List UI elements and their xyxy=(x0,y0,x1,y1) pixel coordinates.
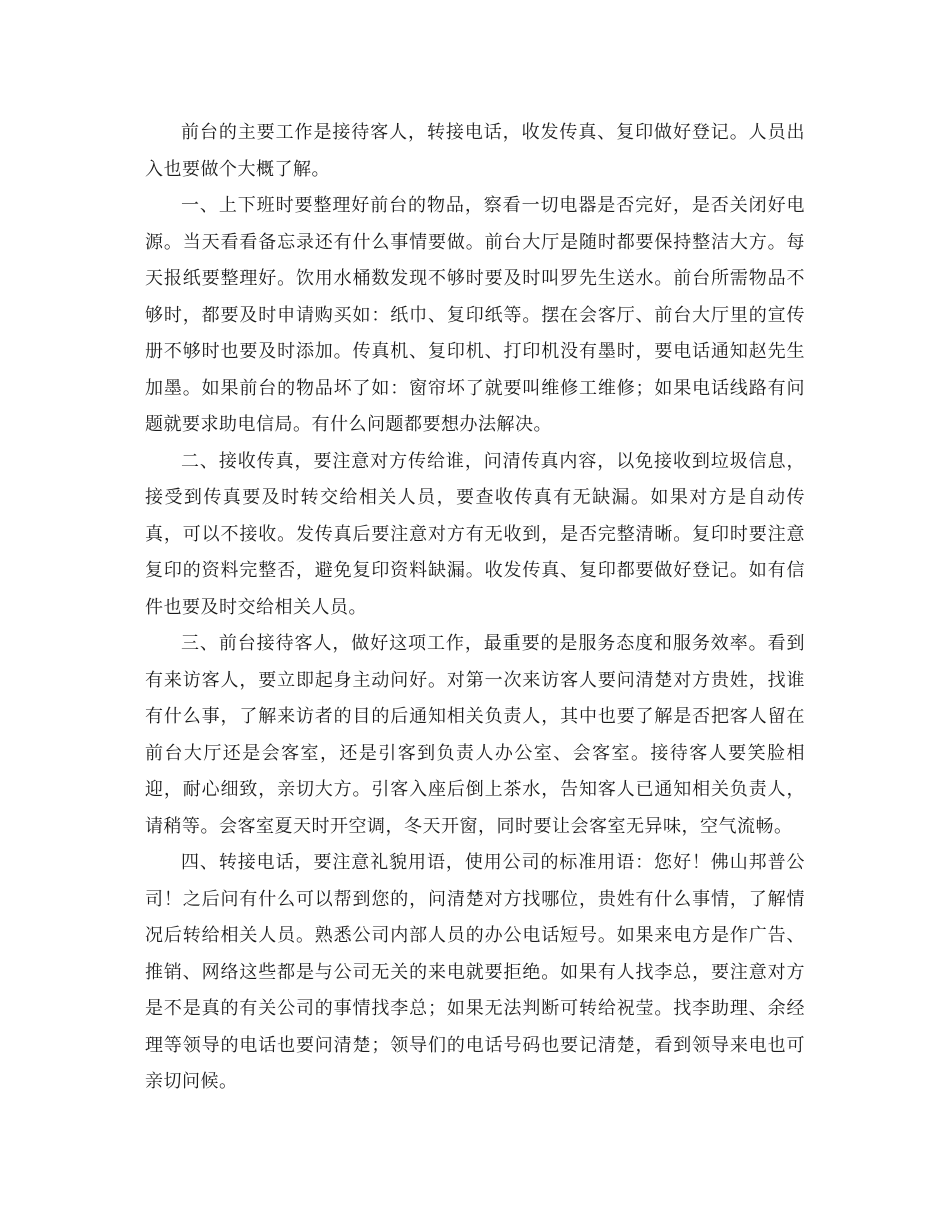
section-one-paragraph: 一、上下班时要整理好前台的物品，察看一切电器是否完好，是否关闭好电源。当天看看备忘录还有什么事情要做。前台大厅是随时都要保持整洁大方。每天报纸要整理好。饮用水桶数发现不够时要及时叫罗先生送水。前台所需物品不够时，都要及时申请购买如：纸巾、复印纸等。摆在会客厅、前台大厅里的宣传册不够时也要及时添加。传真机、复印机、打印机没有墨时，要电话通知赵先生加墨。如果前台的物品坏了如：窗帘坏了就要叫维修工维修；如果电话线路有问题就要求助电信局。有什么问题都要想办法解决。 xyxy=(145,195,805,435)
section-three-paragraph: 三、前台接待客人，做好这项工作，最重要的是服务态度和服务效率。看到有来访客人，要立即起身主动问好。对第一次来访客人要问清楚对方贵姓，找谁有什么事，了解来访者的目的后通知相关负责人，其中也要了解是否把客人留在前台大厅还是会客室，还是引客到负责人办公室、会客室。接待客人要笑脸相迎，耐心细致，亲切大方。引客入座后倒上茶水，告知客人已通知相关负责人，请稍等。会客室夏天时开空调，冬天开窗，同时要让会客室无异味，空气流畅。 xyxy=(145,633,805,837)
section-four-paragraph: 四、转接电话，要注意礼貌用语，使用公司的标准用语：您好！佛山邦普公司！之后问有什么可以帮到您的，问清楚对方找哪位，贵姓有什么事情，了解情况后转给相关人员。熟悉公司内部人员的办公电话短号。如果来电方是作广告、推销、网络这些都是与公司无关的来电就要拒绝。如果有人找李总，要注意对方是不是真的有关公司的事情找李总；如果无法判断可转给祝莹。找李助理、余经理等领导的电话也要问清楚；领导们的电话号码也要记清楚，看到领导来电也可亲切问候。 xyxy=(145,852,805,1092)
intro-paragraph: 前台的主要工作是接待客人，转接电话，收发传真、复印做好登记。人员出入也要做个大概了解。 xyxy=(145,122,805,180)
section-two-paragraph: 二、接收传真，要注意对方传给谁，问清传真内容，以免接收到垃圾信息，接受到传真要及时转交给相关人员，要查收传真有无缺漏。如果对方是自动传真，可以不接收。发传真后要注意对方有无收到，是否完整清晰。复印时要注意复印的资料完整否，避免复印资料缺漏。收发传真、复印都要做好登记。如有信件也要及时交给相关人员。 xyxy=(145,450,805,618)
